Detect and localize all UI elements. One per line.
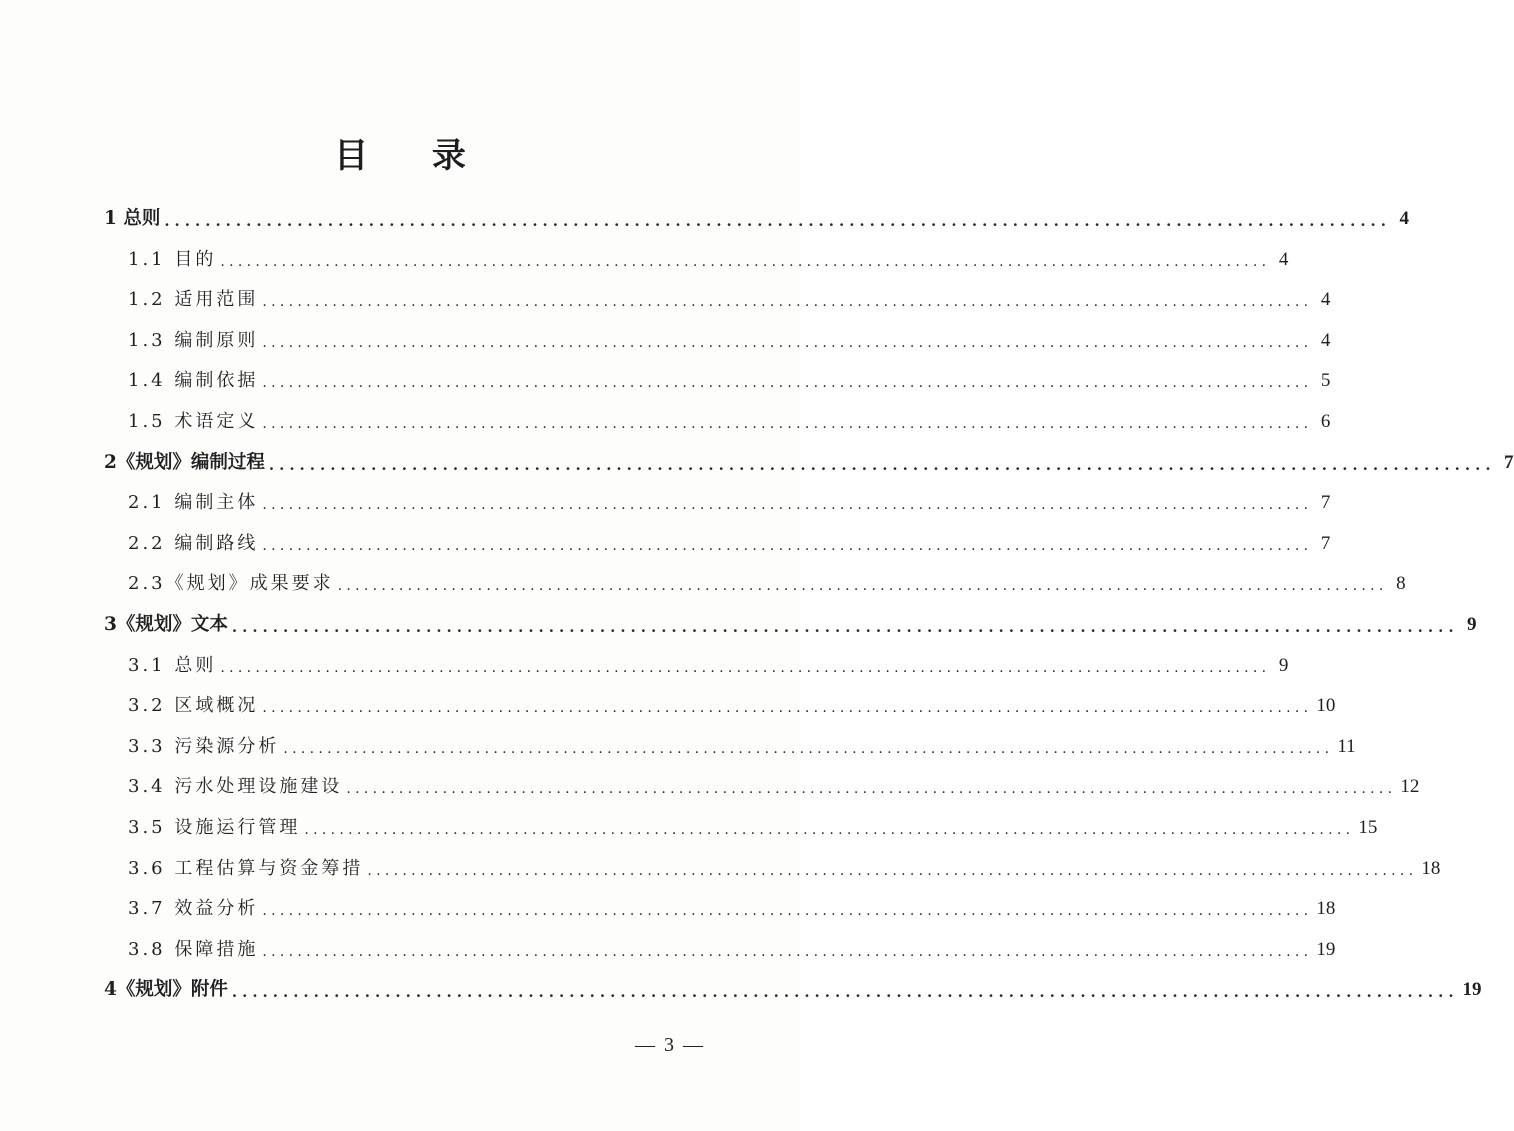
dot-leader: ........................................................................................................................ — [262, 497, 1313, 514]
toc-entry[interactable] — [128, 565, 1406, 595]
dot-leader: ........................................................................................................................ — [262, 375, 1313, 392]
toc-entry[interactable] — [128, 687, 1336, 717]
toc-entry-label: 1.4 编制依据 — [128, 370, 259, 392]
toc-entry-label: 1.2 适用范围 — [128, 289, 259, 311]
toc-entry[interactable] — [128, 403, 1331, 433]
toc-entry-page: 4 — [1278, 248, 1289, 270]
toc-entry[interactable] — [128, 525, 1331, 555]
toc-entry-label: 3.1 总则 — [128, 654, 217, 676]
dot-leader: ........................................................................................................................ — [231, 983, 1459, 1002]
dot-leader: ........................................................................................................................ — [220, 659, 1271, 676]
dot-leader: ........................................................................................................................ — [262, 903, 1313, 920]
toc-entry-page: 4 — [1320, 329, 1331, 351]
toc-entry-label: 1.1 目的 — [128, 248, 217, 270]
toc-entry[interactable] — [128, 931, 1336, 961]
dot-leader: ........................................................................................................................ — [262, 700, 1313, 717]
toc-entry[interactable] — [104, 971, 1482, 1002]
dot-leader: ........................................................................................................................ — [262, 294, 1313, 311]
toc-entry[interactable] — [128, 241, 1289, 271]
dot-leader: ........................................................................................................................ — [304, 822, 1355, 838]
toc-entry-label: 1.5 术语定义 — [128, 411, 259, 432]
dot-leader: ........................................................................................................................ — [367, 862, 1418, 879]
dot-leader: ........................................................................................................................ — [262, 334, 1313, 351]
toc-entry-label: 2.3《规划》成果要求 — [128, 573, 334, 595]
toc-entry-page: 8 — [1396, 573, 1406, 595]
toc-entry-label: 2《规划》编制过程 — [104, 451, 265, 473]
toc-entry-label: 3《规划》文本 — [104, 614, 228, 635]
toc-entry-page: 19 — [1462, 979, 1482, 1001]
toc-entry-page: 12 — [1400, 776, 1420, 798]
toc-entry[interactable] — [104, 606, 1477, 636]
toc-entry-label: 3.8 保障措施 — [128, 938, 259, 960]
toc-entry[interactable] — [128, 484, 1331, 514]
toc-entry-page: 6 — [1320, 411, 1331, 432]
dot-leader: ........................................................................................................................ — [346, 781, 1397, 798]
toc-entry-page: 9 — [1278, 654, 1289, 676]
toc-entry-page: 4 — [1320, 289, 1331, 311]
dot-leader: ........................................................................................................................ — [283, 740, 1334, 757]
toc-entry-page: 19 — [1316, 938, 1336, 960]
toc-entry-page: 4 — [1399, 208, 1409, 229]
toc-entry-label: 3.5 设施运行管理 — [128, 817, 301, 838]
toc-entry[interactable] — [128, 281, 1331, 311]
toc-entry-page: 11 — [1337, 735, 1356, 757]
toc-entry-label: 3.3 污染源分析 — [128, 735, 280, 757]
toc-entry[interactable] — [128, 728, 1356, 758]
toc-entry-label: 3.6 工程估算与资金筹措 — [128, 857, 364, 879]
toc-entry-page: 7 — [1320, 492, 1331, 514]
toc-entry-label: 2.1 编制主体 — [128, 492, 259, 514]
dot-leader: ........................................................................................................................ — [164, 212, 1391, 230]
toc-entry-page: 7 — [1320, 532, 1331, 554]
toc-entry-page: 15 — [1358, 817, 1378, 838]
toc-entry-page: 5 — [1320, 370, 1331, 392]
toc-entry-label: 3.2 区域概况 — [128, 695, 259, 717]
dot-leader: ........................................................................................................................ — [337, 578, 1388, 595]
toc-entry-label: 1 总则 — [104, 208, 161, 229]
toc-entry[interactable] — [104, 444, 1514, 474]
toc-entry[interactable] — [128, 362, 1331, 392]
toc-entry[interactable] — [128, 768, 1420, 798]
dot-leader: ........................................................................................................................ — [262, 416, 1313, 432]
page-title: 目 录 — [334, 136, 492, 176]
toc-entry-page: 9 — [1467, 614, 1477, 635]
toc-entry-label: 1.3 编制原则 — [128, 329, 259, 351]
dot-leader: ........................................................................................................................ — [262, 537, 1313, 554]
toc-entry-label: 3.4 污水处理设施建设 — [128, 776, 343, 798]
toc-entry-page: 10 — [1316, 695, 1336, 717]
dot-leader: ........................................................................................................................ — [262, 943, 1313, 960]
dot-leader: ........................................................................................................................ — [268, 455, 1496, 474]
toc-entry[interactable] — [104, 200, 1409, 230]
toc-entry[interactable] — [128, 647, 1289, 677]
toc-entry-label: 2.2 编制路线 — [128, 532, 259, 554]
toc-entry-page: 18 — [1316, 898, 1336, 920]
dot-leader: ........................................................................................................................ — [231, 618, 1459, 636]
toc-entry-label: 3.7 效益分析 — [128, 898, 259, 920]
toc-entry[interactable] — [128, 850, 1441, 880]
toc-entry-page: 7 — [1504, 451, 1514, 473]
toc-entry[interactable] — [128, 809, 1378, 839]
page-number: — 3 — — [635, 1034, 705, 1056]
toc-entry[interactable] — [128, 890, 1336, 920]
toc-entry-label: 4《规划》附件 — [104, 979, 228, 1001]
dot-leader: ........................................................................................................................ — [220, 253, 1271, 270]
toc-entry-page: 18 — [1421, 857, 1441, 879]
toc-entry[interactable] — [128, 322, 1331, 352]
